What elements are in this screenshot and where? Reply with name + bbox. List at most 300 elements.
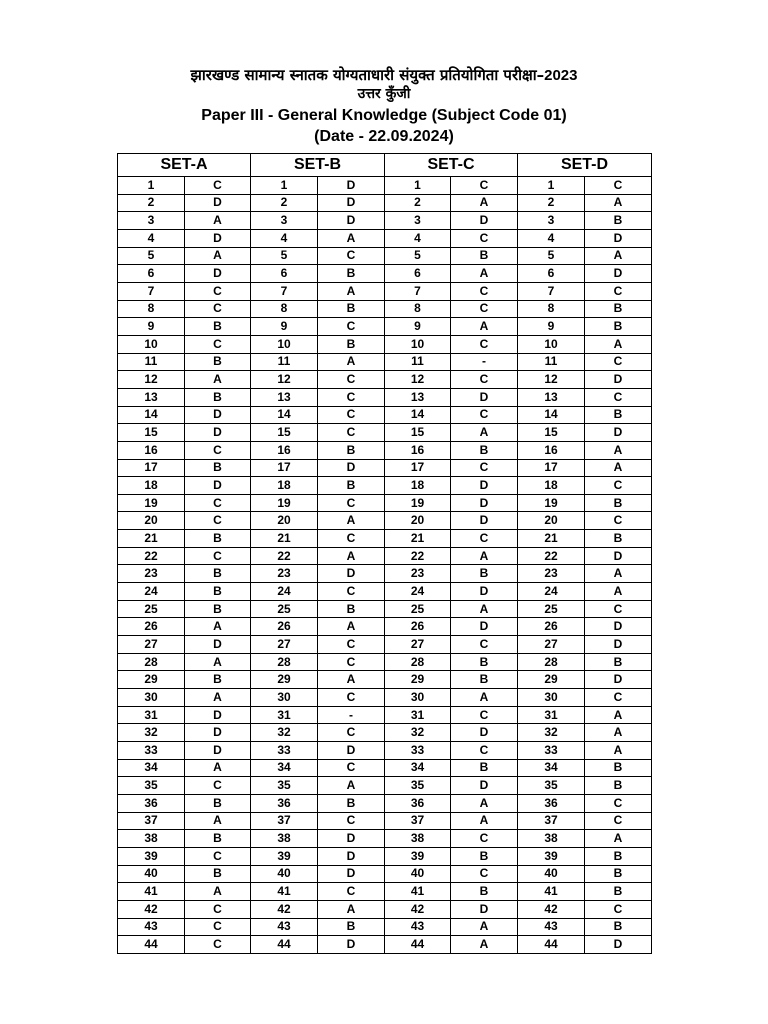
question-number-set-c: 19 bbox=[385, 494, 451, 512]
question-number-set-d: 25 bbox=[518, 600, 585, 618]
answer-set-b: D bbox=[318, 565, 385, 583]
question-number-set-b: 36 bbox=[251, 794, 318, 812]
answer-set-d: C bbox=[585, 477, 652, 495]
question-number-set-c: 5 bbox=[385, 247, 451, 265]
answer-set-d: A bbox=[585, 194, 652, 212]
table-row bbox=[118, 671, 652, 689]
table-row bbox=[118, 494, 652, 512]
question-number-set-c: 31 bbox=[385, 706, 451, 724]
answer-set-a: B bbox=[185, 671, 251, 689]
question-number-set-c: 14 bbox=[385, 406, 451, 424]
question-number-set-d: 19 bbox=[518, 494, 585, 512]
question-number-set-a: 5 bbox=[118, 247, 185, 265]
answer-set-c: C bbox=[451, 177, 518, 195]
answer-set-a: A bbox=[185, 371, 251, 389]
question-number-set-a: 14 bbox=[118, 406, 185, 424]
question-number-set-c: 22 bbox=[385, 547, 451, 565]
answer-set-c: A bbox=[451, 794, 518, 812]
question-number-set-d: 4 bbox=[518, 229, 585, 247]
table-row bbox=[118, 706, 652, 724]
answer-set-b: C bbox=[318, 424, 385, 442]
question-number-set-d: 7 bbox=[518, 282, 585, 300]
answer-set-a: C bbox=[185, 547, 251, 565]
table-row bbox=[118, 459, 652, 477]
question-number-set-d: 28 bbox=[518, 653, 585, 671]
table-row bbox=[118, 335, 652, 353]
table-row bbox=[118, 512, 652, 530]
table-row bbox=[118, 812, 652, 830]
set-header-row bbox=[118, 154, 652, 177]
question-number-set-b: 34 bbox=[251, 759, 318, 777]
answer-set-b: B bbox=[318, 265, 385, 283]
answer-set-b: C bbox=[318, 530, 385, 548]
answer-set-c: B bbox=[451, 441, 518, 459]
answer-set-c: C bbox=[451, 335, 518, 353]
question-number-set-c: 40 bbox=[385, 865, 451, 883]
table-row bbox=[118, 936, 652, 954]
answer-set-b: B bbox=[318, 477, 385, 495]
question-number-set-c: 26 bbox=[385, 618, 451, 636]
answer-set-b: A bbox=[318, 900, 385, 918]
answer-set-a: A bbox=[185, 653, 251, 671]
answer-set-b: D bbox=[318, 194, 385, 212]
answer-set-a: A bbox=[185, 883, 251, 901]
question-number-set-a: 11 bbox=[118, 353, 185, 371]
table-row bbox=[118, 794, 652, 812]
question-number-set-b: 32 bbox=[251, 724, 318, 742]
answer-set-a: C bbox=[185, 900, 251, 918]
answer-set-a: B bbox=[185, 388, 251, 406]
answer-set-b: D bbox=[318, 742, 385, 760]
answer-set-c: C bbox=[451, 282, 518, 300]
question-number-set-b: 19 bbox=[251, 494, 318, 512]
answer-set-d: C bbox=[585, 900, 652, 918]
answer-set-c: C bbox=[451, 636, 518, 654]
question-number-set-a: 39 bbox=[118, 847, 185, 865]
answer-set-a: B bbox=[185, 318, 251, 336]
answer-set-b: D bbox=[318, 177, 385, 195]
question-number-set-c: 34 bbox=[385, 759, 451, 777]
question-number-set-c: 11 bbox=[385, 353, 451, 371]
question-number-set-b: 11 bbox=[251, 353, 318, 371]
answer-set-a: A bbox=[185, 618, 251, 636]
answer-set-c: D bbox=[451, 618, 518, 636]
answer-set-c: D bbox=[451, 900, 518, 918]
answer-set-a: C bbox=[185, 777, 251, 795]
question-number-set-d: 13 bbox=[518, 388, 585, 406]
question-number-set-b: 14 bbox=[251, 406, 318, 424]
answer-set-d: A bbox=[585, 247, 652, 265]
table-row bbox=[118, 847, 652, 865]
answer-set-a: D bbox=[185, 194, 251, 212]
question-number-set-b: 5 bbox=[251, 247, 318, 265]
answer-set-a: B bbox=[185, 530, 251, 548]
question-number-set-d: 43 bbox=[518, 918, 585, 936]
answer-set-c: A bbox=[451, 600, 518, 618]
document-header bbox=[0, 66, 768, 147]
set-c-header: SET-C bbox=[385, 154, 518, 177]
exam-date: (Date - 22.09.2024) bbox=[314, 128, 454, 145]
question-number-set-d: 31 bbox=[518, 706, 585, 724]
question-number-set-c: 18 bbox=[385, 477, 451, 495]
answer-set-c: B bbox=[451, 565, 518, 583]
question-number-set-c: 12 bbox=[385, 371, 451, 389]
answer-set-b: A bbox=[318, 547, 385, 565]
question-number-set-a: 34 bbox=[118, 759, 185, 777]
question-number-set-d: 29 bbox=[518, 671, 585, 689]
answer-set-d: C bbox=[585, 388, 652, 406]
question-number-set-b: 6 bbox=[251, 265, 318, 283]
question-number-set-a: 24 bbox=[118, 583, 185, 601]
question-number-set-b: 23 bbox=[251, 565, 318, 583]
question-number-set-c: 27 bbox=[385, 636, 451, 654]
answer-set-b: D bbox=[318, 459, 385, 477]
answer-set-d: D bbox=[585, 424, 652, 442]
question-number-set-a: 26 bbox=[118, 618, 185, 636]
answer-set-a: A bbox=[185, 689, 251, 707]
question-number-set-c: 3 bbox=[385, 212, 451, 230]
table-row bbox=[118, 388, 652, 406]
question-number-set-c: 35 bbox=[385, 777, 451, 795]
table-row bbox=[118, 247, 652, 265]
answer-set-d: C bbox=[585, 689, 652, 707]
answer-set-b: D bbox=[318, 830, 385, 848]
question-number-set-b: 25 bbox=[251, 600, 318, 618]
question-number-set-a: 25 bbox=[118, 600, 185, 618]
answer-set-b: B bbox=[318, 918, 385, 936]
question-number-set-d: 3 bbox=[518, 212, 585, 230]
answer-set-c: - bbox=[451, 353, 518, 371]
answer-set-a: B bbox=[185, 600, 251, 618]
question-number-set-b: 12 bbox=[251, 371, 318, 389]
answer-set-c: A bbox=[451, 424, 518, 442]
question-number-set-c: 29 bbox=[385, 671, 451, 689]
answer-set-d: C bbox=[585, 512, 652, 530]
table-row bbox=[118, 530, 652, 548]
question-number-set-d: 37 bbox=[518, 812, 585, 830]
answer-set-c: C bbox=[451, 706, 518, 724]
question-number-set-d: 30 bbox=[518, 689, 585, 707]
question-number-set-b: 24 bbox=[251, 583, 318, 601]
question-number-set-b: 33 bbox=[251, 742, 318, 760]
answer-set-c: A bbox=[451, 689, 518, 707]
table-row bbox=[118, 194, 652, 212]
answer-set-a: B bbox=[185, 459, 251, 477]
question-number-set-c: 7 bbox=[385, 282, 451, 300]
answer-set-b: B bbox=[318, 335, 385, 353]
question-number-set-d: 24 bbox=[518, 583, 585, 601]
question-number-set-c: 32 bbox=[385, 724, 451, 742]
answer-set-c: A bbox=[451, 918, 518, 936]
table-row bbox=[118, 830, 652, 848]
question-number-set-a: 6 bbox=[118, 265, 185, 283]
answer-set-b: C bbox=[318, 759, 385, 777]
table-row bbox=[118, 212, 652, 230]
answer-set-c: D bbox=[451, 512, 518, 530]
answer-set-a: C bbox=[185, 300, 251, 318]
question-number-set-c: 41 bbox=[385, 883, 451, 901]
question-number-set-d: 20 bbox=[518, 512, 585, 530]
question-number-set-b: 7 bbox=[251, 282, 318, 300]
question-number-set-b: 2 bbox=[251, 194, 318, 212]
set-a-header: SET-A bbox=[118, 154, 251, 177]
answer-set-a: A bbox=[185, 812, 251, 830]
question-number-set-b: 10 bbox=[251, 335, 318, 353]
question-number-set-a: 19 bbox=[118, 494, 185, 512]
answer-set-d: B bbox=[585, 777, 652, 795]
answer-set-b: A bbox=[318, 618, 385, 636]
answer-set-b: C bbox=[318, 636, 385, 654]
answer-set-d: B bbox=[585, 318, 652, 336]
question-number-set-a: 27 bbox=[118, 636, 185, 654]
question-number-set-c: 43 bbox=[385, 918, 451, 936]
answer-set-b: C bbox=[318, 406, 385, 424]
question-number-set-c: 20 bbox=[385, 512, 451, 530]
answer-rows bbox=[118, 177, 652, 954]
answer-set-d: B bbox=[585, 847, 652, 865]
question-number-set-c: 39 bbox=[385, 847, 451, 865]
question-number-set-a: 28 bbox=[118, 653, 185, 671]
table-row bbox=[118, 441, 652, 459]
answer-set-c: B bbox=[451, 247, 518, 265]
question-number-set-c: 13 bbox=[385, 388, 451, 406]
answer-set-c: C bbox=[451, 300, 518, 318]
answer-set-b: C bbox=[318, 388, 385, 406]
question-number-set-a: 42 bbox=[118, 900, 185, 918]
question-number-set-d: 23 bbox=[518, 565, 585, 583]
question-number-set-d: 27 bbox=[518, 636, 585, 654]
set-d-header: SET-D bbox=[518, 154, 652, 177]
question-number-set-a: 33 bbox=[118, 742, 185, 760]
exam-year: 2023 bbox=[544, 67, 578, 84]
answer-set-a: B bbox=[185, 353, 251, 371]
answer-set-a: B bbox=[185, 830, 251, 848]
question-number-set-c: 8 bbox=[385, 300, 451, 318]
answer-set-a: D bbox=[185, 742, 251, 760]
question-number-set-a: 31 bbox=[118, 706, 185, 724]
answer-set-d: D bbox=[585, 547, 652, 565]
answer-set-d: B bbox=[585, 494, 652, 512]
question-number-set-b: 1 bbox=[251, 177, 318, 195]
answer-set-d: B bbox=[585, 759, 652, 777]
question-number-set-b: 15 bbox=[251, 424, 318, 442]
table-row bbox=[118, 618, 652, 636]
answer-set-b: C bbox=[318, 494, 385, 512]
answer-set-b: A bbox=[318, 353, 385, 371]
answer-set-d: A bbox=[585, 335, 652, 353]
question-number-set-d: 36 bbox=[518, 794, 585, 812]
table-row bbox=[118, 883, 652, 901]
answer-set-a: A bbox=[185, 247, 251, 265]
answer-set-d: D bbox=[585, 618, 652, 636]
table-row bbox=[118, 477, 652, 495]
answer-key-table bbox=[117, 153, 652, 954]
answer-set-c: A bbox=[451, 936, 518, 954]
answer-set-a: D bbox=[185, 229, 251, 247]
answer-set-c: C bbox=[451, 742, 518, 760]
answer-set-a: C bbox=[185, 335, 251, 353]
answer-set-a: C bbox=[185, 847, 251, 865]
answer-set-d: C bbox=[585, 282, 652, 300]
answer-set-d: B bbox=[585, 865, 652, 883]
answer-set-d: B bbox=[585, 530, 652, 548]
question-number-set-b: 40 bbox=[251, 865, 318, 883]
answer-set-a: C bbox=[185, 494, 251, 512]
answer-set-a: C bbox=[185, 512, 251, 530]
table-row bbox=[118, 300, 652, 318]
question-number-set-a: 12 bbox=[118, 371, 185, 389]
question-number-set-b: 17 bbox=[251, 459, 318, 477]
table-row bbox=[118, 424, 652, 442]
question-number-set-d: 15 bbox=[518, 424, 585, 442]
answer-set-a: D bbox=[185, 477, 251, 495]
question-number-set-a: 8 bbox=[118, 300, 185, 318]
answer-set-c: B bbox=[451, 671, 518, 689]
question-number-set-a: 21 bbox=[118, 530, 185, 548]
question-number-set-a: 40 bbox=[118, 865, 185, 883]
answer-set-c: C bbox=[451, 459, 518, 477]
table-row bbox=[118, 724, 652, 742]
answer-set-a: C bbox=[185, 936, 251, 954]
table-row bbox=[118, 689, 652, 707]
answer-set-c: C bbox=[451, 229, 518, 247]
question-number-set-b: 13 bbox=[251, 388, 318, 406]
table-row bbox=[118, 177, 652, 195]
question-number-set-a: 18 bbox=[118, 477, 185, 495]
question-number-set-d: 1 bbox=[518, 177, 585, 195]
question-number-set-a: 44 bbox=[118, 936, 185, 954]
answer-set-b: C bbox=[318, 653, 385, 671]
question-number-set-d: 26 bbox=[518, 618, 585, 636]
question-number-set-c: 28 bbox=[385, 653, 451, 671]
answer-set-d: A bbox=[585, 583, 652, 601]
answer-set-b: A bbox=[318, 512, 385, 530]
question-number-set-d: 5 bbox=[518, 247, 585, 265]
question-number-set-a: 10 bbox=[118, 335, 185, 353]
question-number-set-d: 8 bbox=[518, 300, 585, 318]
answer-set-b: C bbox=[318, 883, 385, 901]
answer-set-b: D bbox=[318, 847, 385, 865]
question-number-set-b: 9 bbox=[251, 318, 318, 336]
answer-set-b: - bbox=[318, 706, 385, 724]
question-number-set-b: 44 bbox=[251, 936, 318, 954]
answer-set-b: D bbox=[318, 865, 385, 883]
answer-set-c: D bbox=[451, 494, 518, 512]
answer-set-d: D bbox=[585, 671, 652, 689]
question-number-set-d: 9 bbox=[518, 318, 585, 336]
question-number-set-a: 22 bbox=[118, 547, 185, 565]
question-number-set-a: 3 bbox=[118, 212, 185, 230]
question-number-set-b: 3 bbox=[251, 212, 318, 230]
table-row bbox=[118, 918, 652, 936]
question-number-set-b: 4 bbox=[251, 229, 318, 247]
answer-set-b: C bbox=[318, 371, 385, 389]
question-number-set-a: 7 bbox=[118, 282, 185, 300]
answer-set-d: A bbox=[585, 565, 652, 583]
answer-set-a: C bbox=[185, 441, 251, 459]
table-row bbox=[118, 653, 652, 671]
answer-set-d: D bbox=[585, 371, 652, 389]
question-number-set-c: 42 bbox=[385, 900, 451, 918]
answer-set-b: B bbox=[318, 300, 385, 318]
question-number-set-a: 43 bbox=[118, 918, 185, 936]
answer-set-d: A bbox=[585, 459, 652, 477]
question-number-set-c: 4 bbox=[385, 229, 451, 247]
table-row bbox=[118, 547, 652, 565]
answer-set-a: C bbox=[185, 177, 251, 195]
set-b-header: SET-B bbox=[251, 154, 385, 177]
question-number-set-b: 28 bbox=[251, 653, 318, 671]
answer-set-a: D bbox=[185, 406, 251, 424]
answer-set-c: A bbox=[451, 547, 518, 565]
question-number-set-d: 40 bbox=[518, 865, 585, 883]
answer-set-c: D bbox=[451, 583, 518, 601]
table-row bbox=[118, 900, 652, 918]
table-row bbox=[118, 865, 652, 883]
table-row bbox=[118, 742, 652, 760]
answer-set-a: D bbox=[185, 724, 251, 742]
answer-set-d: C bbox=[585, 812, 652, 830]
table-row bbox=[118, 282, 652, 300]
question-number-set-c: 36 bbox=[385, 794, 451, 812]
question-number-set-c: 44 bbox=[385, 936, 451, 954]
answer-set-a: D bbox=[185, 424, 251, 442]
table-row bbox=[118, 318, 652, 336]
answer-set-d: C bbox=[585, 177, 652, 195]
answer-set-d: C bbox=[585, 353, 652, 371]
answer-set-b: A bbox=[318, 671, 385, 689]
answer-set-d: C bbox=[585, 600, 652, 618]
answer-set-b: C bbox=[318, 318, 385, 336]
answer-set-a: D bbox=[185, 265, 251, 283]
question-number-set-b: 38 bbox=[251, 830, 318, 848]
answer-set-d: C bbox=[585, 794, 652, 812]
question-number-set-b: 29 bbox=[251, 671, 318, 689]
table-row bbox=[118, 583, 652, 601]
question-number-set-d: 22 bbox=[518, 547, 585, 565]
question-number-set-a: 41 bbox=[118, 883, 185, 901]
answer-set-b: C bbox=[318, 583, 385, 601]
question-number-set-b: 22 bbox=[251, 547, 318, 565]
question-number-set-c: 37 bbox=[385, 812, 451, 830]
question-number-set-a: 1 bbox=[118, 177, 185, 195]
answer-set-b: C bbox=[318, 724, 385, 742]
question-number-set-c: 25 bbox=[385, 600, 451, 618]
question-number-set-b: 20 bbox=[251, 512, 318, 530]
question-number-set-a: 13 bbox=[118, 388, 185, 406]
question-number-set-d: 38 bbox=[518, 830, 585, 848]
answer-set-d: D bbox=[585, 265, 652, 283]
answer-set-d: A bbox=[585, 706, 652, 724]
question-number-set-d: 42 bbox=[518, 900, 585, 918]
table-row bbox=[118, 229, 652, 247]
question-number-set-d: 18 bbox=[518, 477, 585, 495]
answer-set-b: C bbox=[318, 247, 385, 265]
question-number-set-a: 2 bbox=[118, 194, 185, 212]
answer-set-d: D bbox=[585, 229, 652, 247]
answer-set-a: D bbox=[185, 706, 251, 724]
answer-set-b: B bbox=[318, 441, 385, 459]
answer-set-a: B bbox=[185, 565, 251, 583]
question-number-set-b: 30 bbox=[251, 689, 318, 707]
answer-set-d: B bbox=[585, 406, 652, 424]
table-row bbox=[118, 636, 652, 654]
question-number-set-d: 14 bbox=[518, 406, 585, 424]
question-number-set-b: 27 bbox=[251, 636, 318, 654]
table-row bbox=[118, 759, 652, 777]
question-number-set-b: 21 bbox=[251, 530, 318, 548]
answer-set-d: B bbox=[585, 918, 652, 936]
